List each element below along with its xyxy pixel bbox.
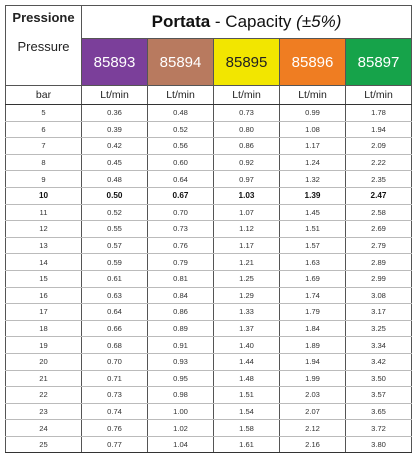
unit-lt-min: Lt/min — [148, 86, 214, 105]
capacity-title-text: - Capacity — [210, 12, 297, 31]
capacity-cell: 3.42 — [346, 353, 412, 370]
pressure-cell: 23 — [6, 403, 82, 420]
capacity-cell: 0.48 — [82, 171, 148, 188]
capacity-cell: 0.59 — [82, 254, 148, 271]
pressure-cell: 12 — [6, 221, 82, 238]
capacity-cell: 3.72 — [346, 420, 412, 437]
capacity-cell: 0.73 — [148, 221, 214, 238]
capacity-cell: 0.86 — [214, 138, 280, 155]
capacity-cell: 1.74 — [280, 287, 346, 304]
capacity-cell: 0.70 — [148, 204, 214, 221]
capacity-cell: 0.57 — [82, 237, 148, 254]
capacity-cell: 0.61 — [82, 270, 148, 287]
capacity-cell: 0.39 — [82, 121, 148, 138]
capacity-cell: 0.73 — [214, 105, 280, 122]
capacity-cell: 1.94 — [280, 353, 346, 370]
table-row — [6, 270, 412, 287]
capacity-cell: 1.17 — [280, 138, 346, 155]
capacity-cell: 0.50 — [82, 187, 148, 204]
pressure-cell: 22 — [6, 387, 82, 404]
capacity-cell: 1.48 — [214, 370, 280, 387]
capacity-cell: 0.60 — [148, 154, 214, 171]
capacity-cell: 1.51 — [214, 387, 280, 404]
capacity-cell: 0.80 — [214, 121, 280, 138]
capacity-cell: 3.08 — [346, 287, 412, 304]
table-row — [6, 221, 412, 238]
table-row — [6, 370, 412, 387]
capacity-cell: 0.55 — [82, 221, 148, 238]
pressure-cell: 10 — [6, 187, 82, 204]
table-row — [6, 337, 412, 354]
capacity-cell: 0.66 — [82, 320, 148, 337]
capacity-cell: 1.45 — [280, 204, 346, 221]
table-row — [6, 121, 412, 138]
table-row — [6, 187, 412, 204]
capacity-cell: 1.89 — [280, 337, 346, 354]
pressure-cell: 18 — [6, 320, 82, 337]
capacity-cell: 0.52 — [148, 121, 214, 138]
capacity-cell: 0.77 — [82, 436, 148, 453]
capacity-cell: 1.39 — [280, 187, 346, 204]
capacity-cell: 1.07 — [214, 204, 280, 221]
capacity-cell: 0.67 — [148, 187, 214, 204]
capacity-cell: 1.63 — [280, 254, 346, 271]
table-row — [6, 304, 412, 321]
pressure-cell: 11 — [6, 204, 82, 221]
capacity-cell: 1.24 — [280, 154, 346, 171]
capacity-cell: 0.64 — [148, 171, 214, 188]
capacity-cell: 3.34 — [346, 337, 412, 354]
table-row — [6, 287, 412, 304]
capacity-cell: 1.78 — [346, 105, 412, 122]
table-row — [6, 138, 412, 155]
pressure-cell: 16 — [6, 287, 82, 304]
pressure-cell: 17 — [6, 304, 82, 321]
capacity-cell: 1.44 — [214, 353, 280, 370]
capacity-cell: 0.91 — [148, 337, 214, 354]
capacity-cell: 0.74 — [82, 403, 148, 420]
capacity-cell: 2.69 — [346, 221, 412, 238]
capacity-cell: 1.32 — [280, 171, 346, 188]
unit-lt-min: Lt/min — [82, 86, 148, 105]
capacity-cell: 2.89 — [346, 254, 412, 271]
capacity-cell: 0.98 — [148, 387, 214, 404]
capacity-cell: 1.99 — [280, 370, 346, 387]
table-row — [6, 353, 412, 370]
capacity-cell: 1.25 — [214, 270, 280, 287]
capacity-cell: 1.54 — [214, 403, 280, 420]
capacity-title-bold: Portata — [151, 12, 211, 31]
capacity-cell: 0.84 — [148, 287, 214, 304]
pressure-cell: 20 — [6, 353, 82, 370]
capacity-cell: 0.89 — [148, 320, 214, 337]
capacity-cell: 2.03 — [280, 387, 346, 404]
pressure-header-en: Pressure — [17, 39, 70, 54]
pressure-cell: 24 — [6, 420, 82, 437]
capacity-cell: 3.65 — [346, 403, 412, 420]
capacity-cell: 1.84 — [280, 320, 346, 337]
capacity-cell: 3.25 — [346, 320, 412, 337]
pressure-cell: 19 — [6, 337, 82, 354]
model-header-85894: 85894 — [148, 39, 214, 86]
capacity-cell: 3.57 — [346, 387, 412, 404]
capacity-cell: 1.08 — [280, 121, 346, 138]
unit-lt-min: Lt/min — [214, 86, 280, 105]
capacity-cell: 0.93 — [148, 353, 214, 370]
capacity-cell: 0.76 — [82, 420, 148, 437]
capacity-cell: 1.58 — [214, 420, 280, 437]
pressure-cell: 5 — [6, 105, 82, 122]
capacity-cell: 2.99 — [346, 270, 412, 287]
table-row — [6, 204, 412, 221]
capacity-cell: 0.79 — [148, 254, 214, 271]
pressure-cell: 15 — [6, 270, 82, 287]
capacity-cell: 0.70 — [82, 353, 148, 370]
unit-lt-min: Lt/min — [346, 86, 412, 105]
unit-lt-min: Lt/min — [280, 86, 346, 105]
capacity-cell: 2.47 — [346, 187, 412, 204]
model-header-85895: 85895 — [214, 39, 280, 86]
table-row — [6, 154, 412, 171]
capacity-cell: 1.94 — [346, 121, 412, 138]
capacity-cell: 0.45 — [82, 154, 148, 171]
capacity-cell: 1.61 — [214, 436, 280, 453]
capacity-cell: 0.99 — [280, 105, 346, 122]
capacity-cell: 1.57 — [280, 237, 346, 254]
model-header-85896: 85896 — [280, 39, 346, 86]
capacity-cell: 0.71 — [82, 370, 148, 387]
pressure-cell: 14 — [6, 254, 82, 271]
model-header-85897: 85897 — [346, 39, 412, 86]
table-row — [6, 171, 412, 188]
capacity-cell: 0.48 — [148, 105, 214, 122]
capacity-cell: 0.97 — [214, 171, 280, 188]
model-header-85893: 85893 — [82, 39, 148, 86]
capacity-cell: 1.17 — [214, 237, 280, 254]
pressure-cell: 9 — [6, 171, 82, 188]
table-row — [6, 387, 412, 404]
table-row — [6, 436, 412, 453]
table-row — [6, 254, 412, 271]
table-row — [6, 403, 412, 420]
table-row — [6, 420, 412, 437]
table-row — [6, 105, 412, 122]
unit-bar: bar — [6, 86, 82, 105]
capacity-cell: 1.29 — [214, 287, 280, 304]
capacity-cell: 0.92 — [214, 154, 280, 171]
capacity-cell: 2.12 — [280, 420, 346, 437]
pressure-header-it: Pressione — [12, 10, 75, 25]
capacity-cell: 3.17 — [346, 304, 412, 321]
capacity-title — [82, 6, 412, 39]
capacity-cell: 1.03 — [214, 187, 280, 204]
capacity-table — [5, 5, 412, 453]
table-row — [6, 320, 412, 337]
capacity-title-tolerance: (±5%) — [296, 12, 342, 31]
capacity-cell: 1.79 — [280, 304, 346, 321]
capacity-cell: 3.80 — [346, 436, 412, 453]
capacity-cell: 2.22 — [346, 154, 412, 171]
capacity-cell: 0.52 — [82, 204, 148, 221]
capacity-cell: 1.37 — [214, 320, 280, 337]
capacity-cell: 0.73 — [82, 387, 148, 404]
capacity-cell: 1.21 — [214, 254, 280, 271]
capacity-cell: 0.68 — [82, 337, 148, 354]
pressure-cell: 6 — [6, 121, 82, 138]
capacity-cell: 2.79 — [346, 237, 412, 254]
capacity-cell: 2.09 — [346, 138, 412, 155]
capacity-cell: 0.42 — [82, 138, 148, 155]
capacity-cell: 0.56 — [148, 138, 214, 155]
capacity-cell: 1.04 — [148, 436, 214, 453]
pressure-cell: 8 — [6, 154, 82, 171]
capacity-cell: 2.35 — [346, 171, 412, 188]
pressure-cell: 13 — [6, 237, 82, 254]
capacity-cell: 1.69 — [280, 270, 346, 287]
capacity-cell: 0.81 — [148, 270, 214, 287]
capacity-cell: 0.36 — [82, 105, 148, 122]
capacity-cell: 2.58 — [346, 204, 412, 221]
capacity-table-container — [5, 5, 411, 450]
capacity-cell: 0.64 — [82, 304, 148, 321]
capacity-cell: 0.86 — [148, 304, 214, 321]
capacity-cell: 1.40 — [214, 337, 280, 354]
pressure-cell: 25 — [6, 436, 82, 453]
capacity-cell: 1.00 — [148, 403, 214, 420]
capacity-cell: 1.33 — [214, 304, 280, 321]
capacity-cell: 1.51 — [280, 221, 346, 238]
capacity-cell: 0.63 — [82, 287, 148, 304]
capacity-cell: 2.07 — [280, 403, 346, 420]
capacity-cell: 0.76 — [148, 237, 214, 254]
table-row — [6, 237, 412, 254]
capacity-cell: 2.16 — [280, 436, 346, 453]
capacity-cell: 0.95 — [148, 370, 214, 387]
pressure-cell: 21 — [6, 370, 82, 387]
capacity-cell: 1.02 — [148, 420, 214, 437]
pressure-header — [6, 6, 82, 86]
capacity-cell: 3.50 — [346, 370, 412, 387]
pressure-cell: 7 — [6, 138, 82, 155]
capacity-cell: 1.12 — [214, 221, 280, 238]
